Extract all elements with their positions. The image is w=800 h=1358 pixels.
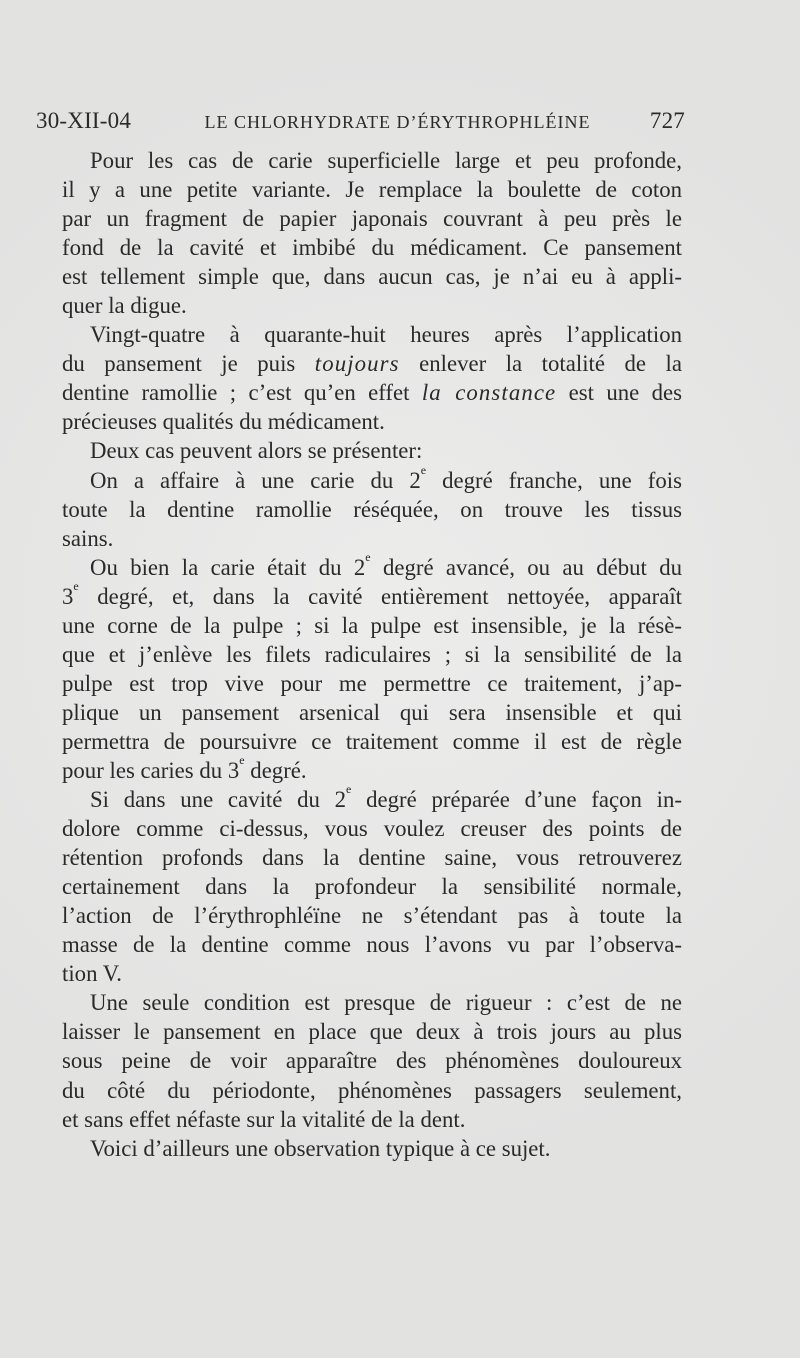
- text-line: Deux cas peuvent alors se présenter:: [90, 438, 423, 464]
- text-fragment: degré préparée d’une façon in-: [351, 787, 682, 813]
- paragraph-second-case: [34, 550, 682, 785]
- folio-date: 30-XII-04: [36, 108, 132, 133]
- text-line: certainement dans la profondeur la sensibilité normale,: [62, 874, 682, 900]
- text-line: [34, 579, 682, 611]
- paragraph-condition: [34, 988, 682, 1133]
- text-line: quer la digue.: [62, 293, 187, 319]
- text-line: plique un pansement arsenical qui sera insensible et qui: [62, 699, 682, 725]
- text-fragment: pour les caries du 3: [62, 757, 240, 783]
- text-line: [34, 462, 682, 495]
- text-line: permettra de poursuivre ce traitement comme il est de règle: [62, 728, 682, 754]
- text-fragment: Ou bien la carie était du 2: [90, 554, 366, 580]
- text-fragment: degré franche, une fois: [426, 467, 682, 493]
- text-line: par un fragment de papier japonais couvrant à peu près le: [62, 206, 682, 232]
- superscript: e: [420, 462, 427, 477]
- text-fragment: enlever la totalité de la: [399, 351, 682, 377]
- superscript: e: [73, 579, 79, 594]
- paragraph-observation-intro: [34, 1134, 682, 1163]
- text-line: pulpe est trop vive pour me permettre ce traitement, j’ap-: [62, 670, 682, 696]
- text-fragment: degré avancé, ou au début du: [370, 554, 682, 580]
- text-fragment: dentine ramollie ; c’est qu’en effet: [62, 380, 422, 406]
- text-line: Pour les cas de carie superficielle large et peu profonde,: [90, 148, 682, 173]
- text-line: il y a une petite variante. Je remplace la boulette de coton: [62, 177, 682, 203]
- paragraph-retention-points: [34, 782, 682, 988]
- running-title: LE CHLORHYDRATE D’ÉRYTHROPHLÉINE: [204, 112, 591, 132]
- text-line: [34, 349, 682, 378]
- text-line: Une seule condition est presque de rigueur : c’est de ne: [90, 990, 682, 1016]
- superscript: e: [239, 753, 245, 768]
- text-line: du côté du périodonte, phénomènes passagers seulement,: [62, 1077, 682, 1103]
- text-line: sains.: [62, 525, 114, 551]
- text-line: Vingt-quatre à quarante-huit heures après l’application: [90, 322, 682, 348]
- paragraph-two-cases: [34, 436, 682, 465]
- text-line: toute la dentine ramollie réséquée, on trouve les tissus: [62, 496, 682, 522]
- text-line: masse de la dentine comme nous l’avons vu par l’observa-: [62, 932, 682, 958]
- text-line: une corne de la pulpe ; si la pulpe est insensible, je la résè-: [62, 612, 682, 638]
- text-line: laisser le pansement en place que deux à trois jours au plus: [62, 1019, 682, 1045]
- text-fragment: Si dans une cavité du 2: [90, 787, 347, 813]
- text-line: [34, 782, 682, 814]
- text-fragment: On a affaire à une carie du 2: [90, 467, 421, 493]
- text-line: Voici d’ailleurs une observation typique à ce sujet.: [90, 1135, 551, 1161]
- text-fragment: du pansement je puis: [62, 351, 315, 377]
- text-line: [34, 550, 682, 582]
- text-fragment: degré.: [244, 757, 307, 783]
- text-line: rétention profonds dans la dentine saine, vous retrouverez: [62, 845, 682, 871]
- text-fragment: 3: [62, 583, 74, 609]
- text-fragment: est une des: [556, 380, 682, 406]
- paragraph-application-time: [34, 320, 682, 436]
- text-line: tion V.: [62, 961, 122, 987]
- page-number: 727: [649, 108, 685, 133]
- text-line: précieuses qualités du médicament.: [62, 409, 385, 435]
- paragraph-superficial-caries: [34, 146, 682, 320]
- superscript: e: [346, 782, 352, 797]
- text-line: l’action de l’érythrophléïne ne s’étendant pas à toute la: [62, 903, 682, 929]
- text-line: [34, 753, 682, 785]
- text-line: dolore comme ci-dessus, vous voulez creuser des points de: [62, 816, 682, 842]
- paragraph-first-case: [34, 462, 682, 553]
- emphasized-text: la constance: [421, 380, 557, 406]
- text-line: est tellement simple que, dans aucun cas, je n’ai eu à appli-: [62, 264, 682, 290]
- superscript: e: [365, 550, 371, 565]
- page-header: [36, 108, 685, 142]
- text-line: que et j’enlève les filets radiculaires ; si la sensibilité de la: [62, 641, 682, 667]
- emphasized-text: toujours: [314, 351, 400, 377]
- text-line: sous peine de voir apparaître des phénomènes douloureux: [62, 1048, 682, 1074]
- text-line: et sans effet néfaste sur la vitalité de la dent.: [62, 1106, 466, 1132]
- article-text: [34, 146, 682, 1163]
- text-line: fond de la cavité et imbibé du médicament. Ce pansement: [62, 235, 682, 261]
- text-fragment: degré, et, dans la cavité entièrement nettoyée, apparaît: [78, 583, 682, 609]
- text-line: [34, 378, 682, 407]
